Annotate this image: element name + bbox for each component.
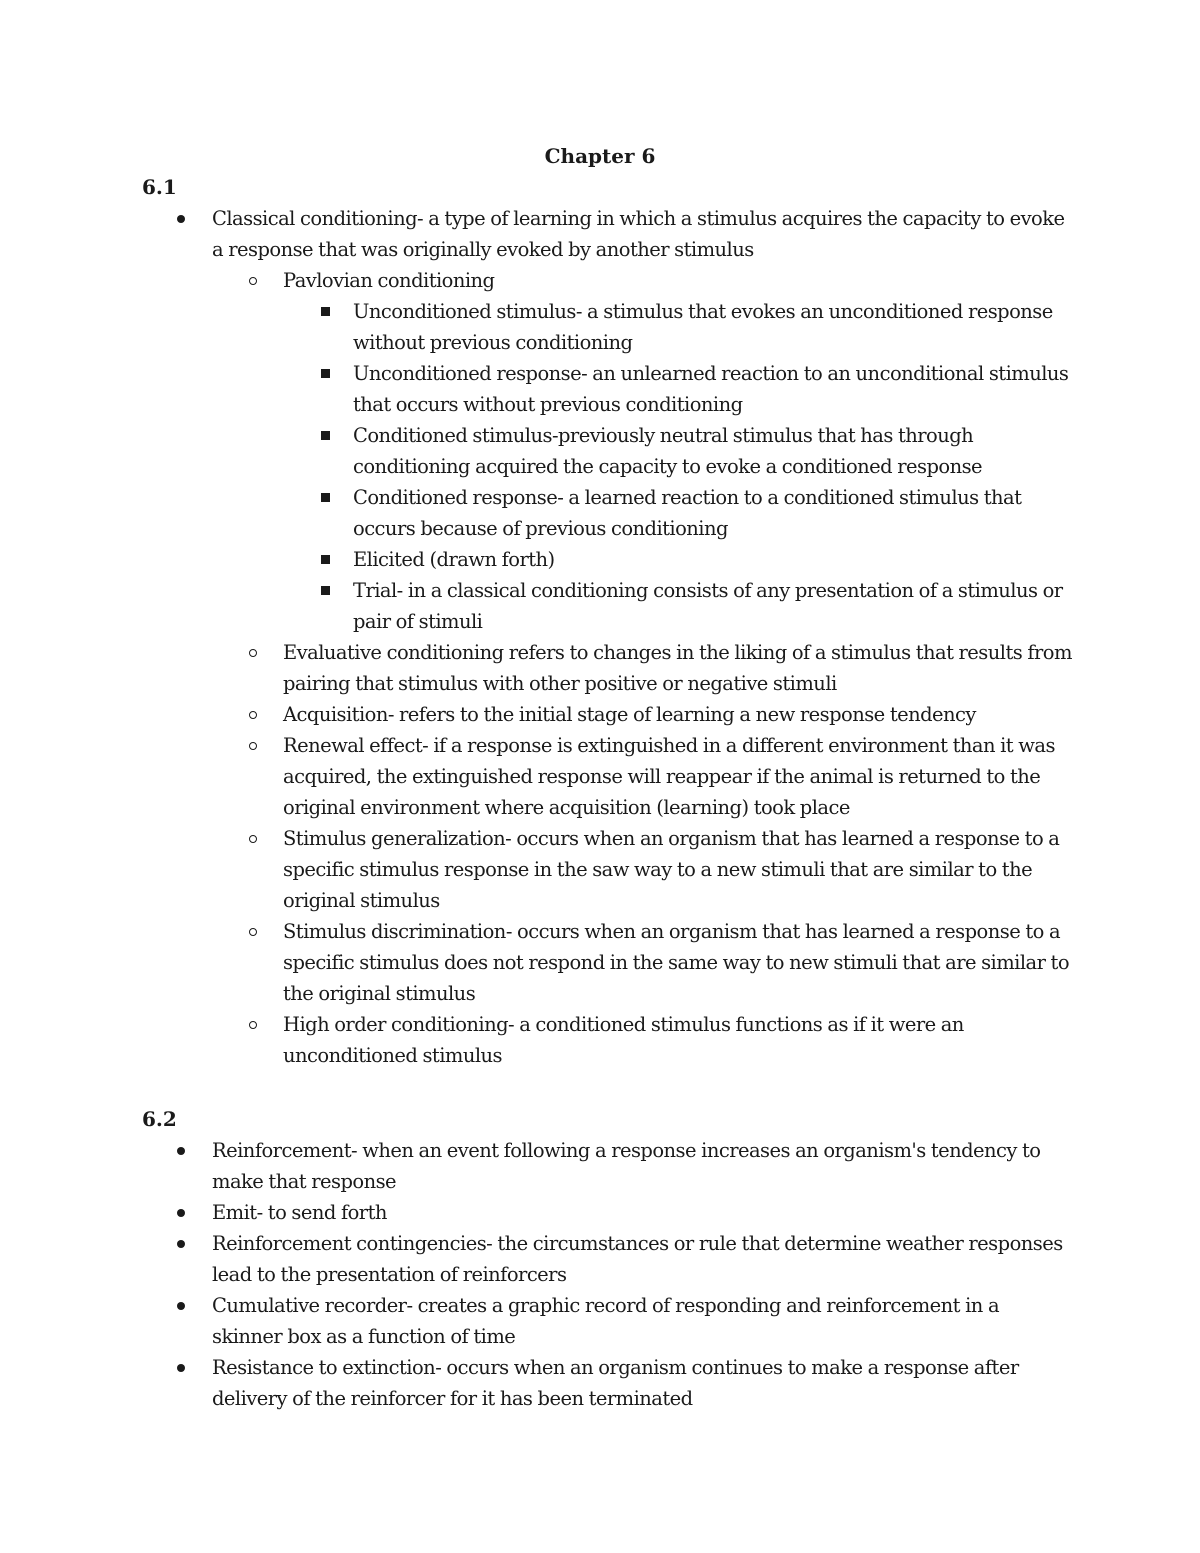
bullet-square-icon xyxy=(318,544,332,575)
list-item-text: Unconditioned stimulus- a stimulus that evokes an unconditioned response without previous conditioning xyxy=(353,300,1053,354)
bullet-square-icon xyxy=(318,358,332,389)
list-item-text: Classical conditioning- a type of learning in which a stimulus acquires the capacity to evoke a response that was originally evoked by another stimulus xyxy=(212,207,1065,261)
section-6-1 xyxy=(142,172,1072,1071)
bullet-disc-icon xyxy=(174,1197,188,1228)
list-item xyxy=(142,1135,1072,1197)
list-item-text: Pavlovian conditioning xyxy=(283,269,495,292)
list-item-text: Emit- to send forth xyxy=(212,1201,387,1224)
bullet-circle-icon xyxy=(246,823,260,854)
list-item-text: Stimulus discrimination- occurs when an organism that has learned a response to a specific stimulus does not respond in the same way to new stimuli that are similar to the original stimulus xyxy=(283,920,1070,1005)
list-item xyxy=(142,1197,1072,1228)
list-item-text: Conditioned stimulus-previously neutral stimulus that has through conditioning acquired the capacity to evoke a conditioned response xyxy=(353,424,983,478)
list-item xyxy=(142,203,1072,265)
list-item xyxy=(142,1290,1072,1352)
bullet-square-icon xyxy=(318,575,332,606)
list-item xyxy=(142,296,1072,358)
list-item-text: Elicited (drawn forth) xyxy=(353,548,555,571)
list-item xyxy=(142,1009,1072,1071)
bullet-square-icon xyxy=(318,296,332,327)
list-item xyxy=(142,730,1072,823)
list-item-text: Reinforcement- when an event following a response increases an organism's tendency to make that response xyxy=(212,1139,1041,1193)
list-item-text: Evaluative conditioning refers to changes in the liking of a stimulus that results from pairing that stimulus with other positive or negative stimuli xyxy=(283,641,1072,695)
list-item-text: Conditioned response- a learned reaction to a conditioned stimulus that occurs because of previous conditioning xyxy=(353,486,1022,540)
bullet-circle-icon xyxy=(246,265,260,296)
page-title: Chapter 6 xyxy=(544,144,656,168)
bullet-disc-icon xyxy=(174,1352,188,1383)
bullet-disc-icon xyxy=(174,1135,188,1166)
list-item xyxy=(142,482,1072,544)
section-6-2 xyxy=(142,1104,1072,1414)
list-item xyxy=(142,823,1072,916)
list-item-text: Trial- in a classical conditioning consists of any presentation of a stimulus or pair of stimuli xyxy=(353,579,1063,633)
list-item xyxy=(142,265,1072,296)
bullet-circle-icon xyxy=(246,637,260,668)
list-item xyxy=(142,916,1072,1009)
bullet-square-icon xyxy=(318,482,332,513)
list-item-text: Renewal effect- if a response is extinguished in a different environment than it was acquired, the extinguished response will reappear if the animal is returned to the original environment where acquisition (learning) took place xyxy=(283,734,1055,819)
list-item xyxy=(142,1352,1072,1414)
list-item xyxy=(142,699,1072,730)
bullet-square-icon xyxy=(318,420,332,451)
list-item xyxy=(142,575,1072,637)
list-item-text: Acquisition- refers to the initial stage of learning a new response tendency xyxy=(283,703,976,726)
bullet-list xyxy=(142,203,1072,1071)
list-item xyxy=(142,637,1072,699)
list-item-text: High order conditioning- a conditioned stimulus functions as if it were an unconditioned stimulus xyxy=(283,1013,964,1067)
list-item-text: Stimulus generalization- occurs when an organism that has learned a response to a specific stimulus response in the saw way to a new stimuli that are similar to the original stimulus xyxy=(283,827,1060,912)
bullet-circle-icon xyxy=(246,1009,260,1040)
bullet-list xyxy=(142,1135,1072,1414)
list-item xyxy=(142,358,1072,420)
bullet-disc-icon xyxy=(174,1290,188,1321)
list-item xyxy=(142,1228,1072,1290)
bullet-circle-icon xyxy=(246,730,260,761)
bullet-circle-icon xyxy=(246,916,260,947)
bullet-circle-icon xyxy=(246,699,260,730)
list-item xyxy=(142,420,1072,482)
list-item-text: Unconditioned response- an unlearned reaction to an unconditional stimulus that occurs without previous conditioning xyxy=(353,362,1069,416)
list-item-text: Cumulative recorder- creates a graphic record of responding and reinforcement in a skinner box as a function of time xyxy=(212,1294,1000,1348)
list-item-text: Resistance to extinction- occurs when an organism continues to make a response after delivery of the reinforcer for it has been terminated xyxy=(212,1356,1019,1410)
list-item xyxy=(142,544,1072,575)
bullet-disc-icon xyxy=(174,1228,188,1259)
bullet-disc-icon xyxy=(174,203,188,234)
list-item-text: Reinforcement contingencies- the circumstances or rule that determine weather responses lead to the presentation of reinforcers xyxy=(212,1232,1063,1286)
section-heading: 6.2 xyxy=(142,1107,177,1131)
section-heading: 6.1 xyxy=(142,175,177,199)
